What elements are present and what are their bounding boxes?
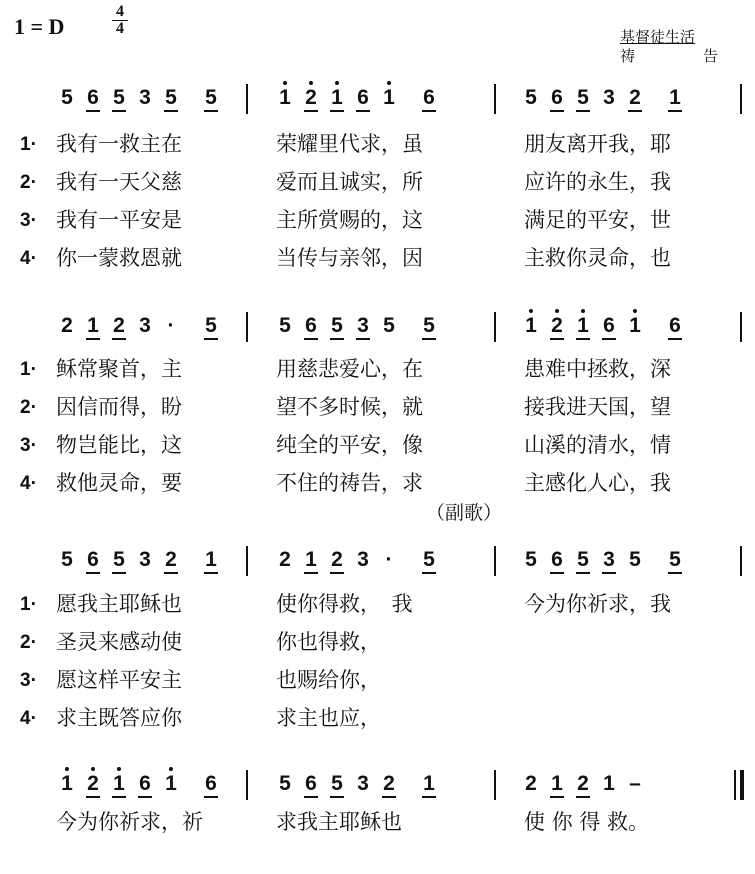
note: 5 [204,314,218,340]
note: 2 [330,548,344,574]
lyric-segment: 主所赏赐的，这 [276,208,423,232]
note: 2 [525,772,537,795]
note: 3 [603,86,615,109]
verse-number: 2· [20,632,37,653]
note: – [629,772,641,795]
note: 1 [576,314,590,340]
lyric-segment: 朋友离开我，耶 [524,132,671,156]
notation-row-1 [0,84,755,118]
lyric-segment: 求我主耶稣也 [276,810,402,834]
time-signature [112,4,128,36]
note: 6 [86,548,100,574]
note: 1 [112,772,126,798]
barline [494,84,496,114]
verse-number: 1· [20,594,37,615]
note: 5 [576,86,590,112]
note: 6 [304,314,318,340]
high-octave-dot [169,767,173,771]
credit-category-char-1: 祷 [620,47,636,65]
lyric-segment: 今为你祈求，我 [524,592,671,616]
lyric-segment: 你也得救， [276,630,381,654]
note: 5 [525,86,537,109]
note: 5 [279,314,291,337]
high-octave-dot [283,81,287,85]
barline [740,546,742,576]
high-octave-dot [581,309,585,313]
verse-number: 1· [20,134,37,155]
note: 1 [278,86,292,110]
note: 5 [330,314,344,340]
note: 6 [204,772,218,798]
note: 6 [304,772,318,798]
lyric-segment: 望不多时候，就 [276,395,423,419]
note: 5 [330,772,344,798]
lyric-segment: 我有一救主在 [56,132,182,156]
lyric-segment: 荣耀里代求，虽 [276,132,423,156]
time-signature-bottom: 4 [116,20,124,37]
key-signature: 1 = D [14,14,65,39]
notation-row-2 [0,312,755,346]
note: 6 [422,86,436,112]
note: 1 [60,772,74,796]
note: 5 [164,86,178,112]
note: 6 [668,314,682,340]
note: 6 [550,86,564,112]
verse-number: 3· [20,435,37,456]
verse-number: 2· [20,172,37,193]
lyric-segment: 稣常聚首，主 [56,357,182,381]
lyric-segment: 我有一天父慈 [56,170,182,194]
lyric-segment: 愿这样平安主 [56,668,182,692]
lyric-segment: 也赐给你， [276,668,381,692]
lyric-segment: 求主既答应你 [56,706,182,730]
note: 6 [138,772,152,798]
lyric-segment: 圣灵来感动使 [56,630,182,654]
note: 6 [550,548,564,574]
verse-number: 3· [20,670,37,691]
barline [740,84,742,114]
verse-number: 3· [20,210,37,231]
note: 2 [550,314,564,340]
chorus-label: （副歌） [426,502,503,524]
note: 1 [422,772,436,798]
lyric-segment: 你一蒙救恩就 [56,246,182,270]
note: 2 [304,86,318,112]
note: 1 [668,86,682,112]
lyric-segment: 爱而且诚实，所 [276,170,423,194]
barline [246,312,248,342]
notation-row-4 [0,770,755,804]
note: 5 [61,548,73,571]
lyric-segment: 应许的永生，我 [524,170,671,194]
verse-number: 2· [20,397,37,418]
lyric-segment: 使 你 得 救。 [524,810,650,834]
note: 2 [382,772,396,798]
lyric-segment: 主感化人心，我 [524,471,671,495]
notation-row-3 [0,546,755,580]
final-barline [740,770,744,800]
note: 2 [576,772,590,798]
note: 3 [139,314,151,337]
lyric-segment: 愿我主耶稣也 [56,592,182,616]
time-signature-top: 4 [112,4,128,21]
lyric-segment: 接我进天国，望 [524,395,671,419]
credit-category [620,47,718,66]
note: 1 [204,548,218,574]
high-octave-dot [117,767,121,771]
note: 6 [602,314,616,340]
note: 1 [164,772,178,796]
high-octave-dot [555,309,559,313]
note: 2 [279,548,291,571]
note: 6 [356,86,370,112]
lyric-segment: 满足的平安，世 [524,208,671,232]
barline [246,770,248,800]
verse-number: 4· [20,473,37,494]
note: 5 [112,548,126,574]
note: 5 [525,548,537,571]
note: 2 [86,772,100,798]
high-octave-dot [529,309,533,313]
note: 5 [279,772,291,795]
note: 3 [602,548,616,574]
verse-number: 4· [20,248,37,269]
barline [494,312,496,342]
lyric-segment: 当传与亲邻，因 [276,246,423,270]
lyric-segment: 主救你灵命，也 [524,246,671,270]
high-octave-dot [309,81,313,85]
verse-number: 4· [20,708,37,729]
note: 5 [204,86,218,112]
note: 6 [86,86,100,112]
note: 1 [524,314,538,338]
note: 3 [357,772,369,795]
credit-category-char-2: 告 [702,47,718,65]
lyric-segment: 用慈悲爱心，在 [276,357,423,381]
barline [494,770,496,800]
note: 1 [382,86,396,110]
lyric-segment: 救他灵命，要 [56,471,182,495]
note: 5 [112,86,126,112]
verse-number: 1· [20,359,37,380]
lyric-segment: 物岂能比，这 [56,433,182,457]
credit [620,28,718,66]
high-octave-dot [91,767,95,771]
lyric-segment: 山溪的清水，情 [524,433,671,457]
note: 1 [603,772,615,795]
note: 2 [164,548,178,574]
lyric-segment: 不住的祷告，求 [276,471,423,495]
note: 5 [61,86,73,109]
note: 1 [330,86,344,112]
note: 2 [61,314,73,337]
note: · [385,548,393,571]
note: 5 [383,314,395,337]
credit-source: 基督徒生活 [620,28,696,46]
barline [494,546,496,576]
high-octave-dot [387,81,391,85]
high-octave-dot [335,81,339,85]
lyric-segment: 使你得救， 我 [276,592,413,616]
barline [246,84,248,114]
lyric-segment: 求主也应， [276,706,381,730]
note: 5 [668,548,682,574]
note: 5 [629,548,641,571]
lyric-segment: 我有一平安是 [56,208,182,232]
note: 5 [422,548,436,574]
note: 2 [112,314,126,340]
lyric-segment: 因信而得，盼 [56,395,182,419]
note: 1 [628,314,642,338]
note: · [167,314,175,337]
note: 3 [356,314,370,340]
high-octave-dot [65,767,69,771]
barline [246,546,248,576]
note: 3 [139,86,151,109]
note: 1 [304,548,318,574]
note: 3 [357,548,369,571]
note: 5 [576,548,590,574]
barline [740,312,742,342]
note: 1 [550,772,564,798]
lyric-segment: 患难中拯救，深 [524,357,671,381]
note: 3 [139,548,151,571]
high-octave-dot [633,309,637,313]
note: 2 [628,86,642,112]
lyric-segment: 纯全的平安，像 [276,433,423,457]
note: 1 [86,314,100,340]
lyric-segment: 今为你祈求，祈 [56,810,203,834]
final-barline-thin [734,770,736,800]
note: 5 [422,314,436,340]
